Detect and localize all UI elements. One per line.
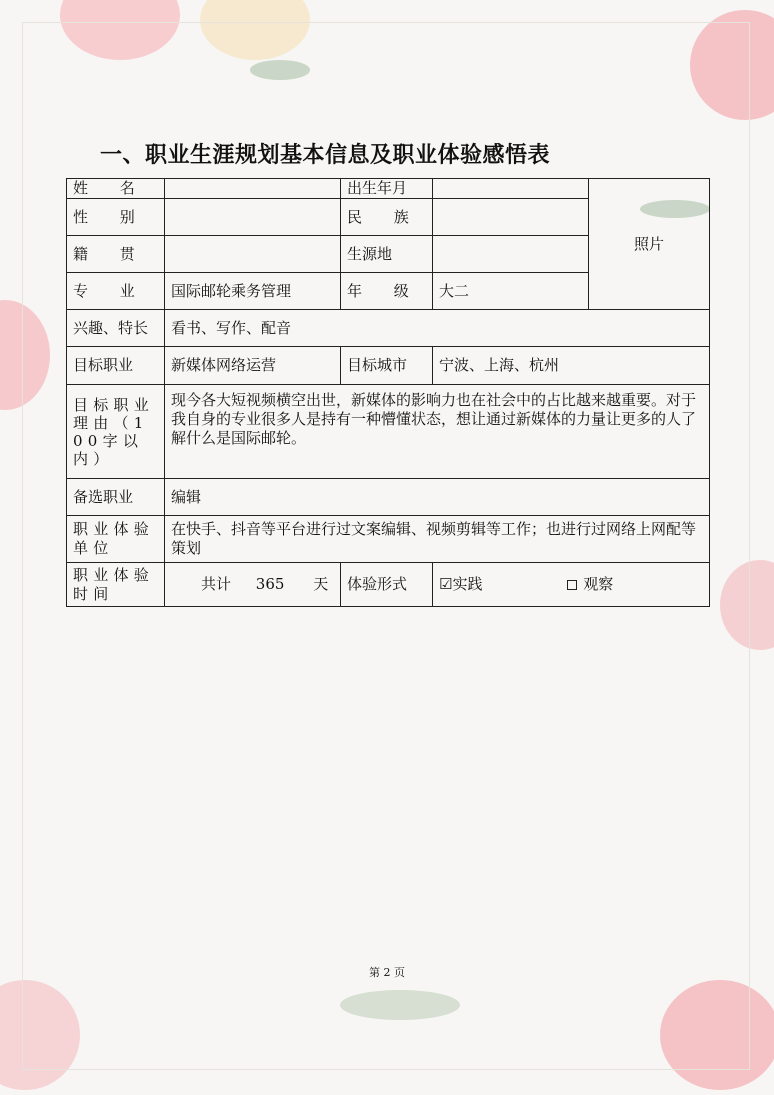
career-info-table (66, 178, 710, 607)
photo-label: 照片 (633, 234, 664, 253)
gender-label: 性 别 (67, 199, 165, 236)
hobby-value[interactable]: 看书、写作、配音 (165, 310, 710, 347)
table-row (67, 516, 710, 563)
target-job-label: 目标职业 (67, 347, 165, 385)
ethnicity-label: 民 族 (341, 199, 433, 236)
gender-value[interactable] (165, 199, 341, 236)
exp-unit-value[interactable]: 在快手、抖音等平台进行过文案编辑、视频剪辑等工作；也进行过网络上网配等策划 (165, 516, 710, 563)
target-job-value[interactable]: 新媒体网络运营 (165, 347, 341, 385)
exp-time-prefix: 共计 (201, 575, 232, 593)
exp-time-label: 职业体验时间 (67, 563, 165, 607)
practice-option-label: 实践 (452, 575, 483, 593)
checked-box-icon[interactable]: ☑ (439, 575, 453, 593)
ethnicity-value[interactable] (433, 199, 589, 236)
target-city-value[interactable]: 宁波、上海、杭州 (433, 347, 710, 385)
exp-time-days: 365 (255, 575, 285, 593)
grade-label: 年 级 (341, 273, 433, 310)
exp-time-value[interactable] (165, 563, 341, 607)
hobby-label: 兴趣、特长 (67, 310, 165, 347)
name-value[interactable] (165, 179, 341, 199)
reason-label: 目标职业理由（100字以内） (67, 385, 165, 479)
page-title: 一、职业生涯规划基本信息及职业体验感悟表 (100, 143, 551, 168)
target-city-label: 目标城市 (341, 347, 433, 385)
birth-label: 出生年月 (341, 179, 433, 199)
table-row (67, 479, 710, 516)
alt-job-value[interactable]: 编辑 (165, 479, 710, 516)
grade-value[interactable]: 大二 (433, 273, 589, 310)
name-label: 姓 名 (67, 179, 165, 199)
unchecked-box-icon[interactable] (567, 580, 577, 590)
table-row (67, 347, 710, 385)
source-value[interactable] (433, 236, 589, 273)
exp-unit-label: 职业体验单位 (67, 516, 165, 563)
exp-time-unit: 天 (313, 575, 329, 593)
major-value[interactable]: 国际邮轮乘务管理 (165, 273, 341, 310)
birth-value[interactable] (433, 179, 589, 199)
origin-label: 籍 贯 (67, 236, 165, 273)
major-label: 专 业 (67, 273, 165, 310)
origin-value[interactable] (165, 236, 341, 273)
alt-job-label: 备选职业 (67, 479, 165, 516)
reason-value[interactable]: 现今各大短视频横空出世，新媒体的影响力也在社会中的占比越来越重要。对于我自身的专业很多人是持有一种懵懂状态，想让通过新媒体的力量让更多的人了解什么是国际邮轮。 (165, 385, 710, 479)
exp-form-label: 体验形式 (341, 563, 433, 607)
table-row (67, 385, 710, 479)
table-row (67, 310, 710, 347)
observe-option-label: 观察 (583, 575, 614, 593)
photo-cell (589, 179, 710, 310)
table-row (67, 563, 710, 607)
source-label: 生源地 (341, 236, 433, 273)
exp-form-options (433, 563, 710, 607)
table-row (67, 179, 710, 199)
page-number: 第 2 页 (369, 966, 405, 979)
